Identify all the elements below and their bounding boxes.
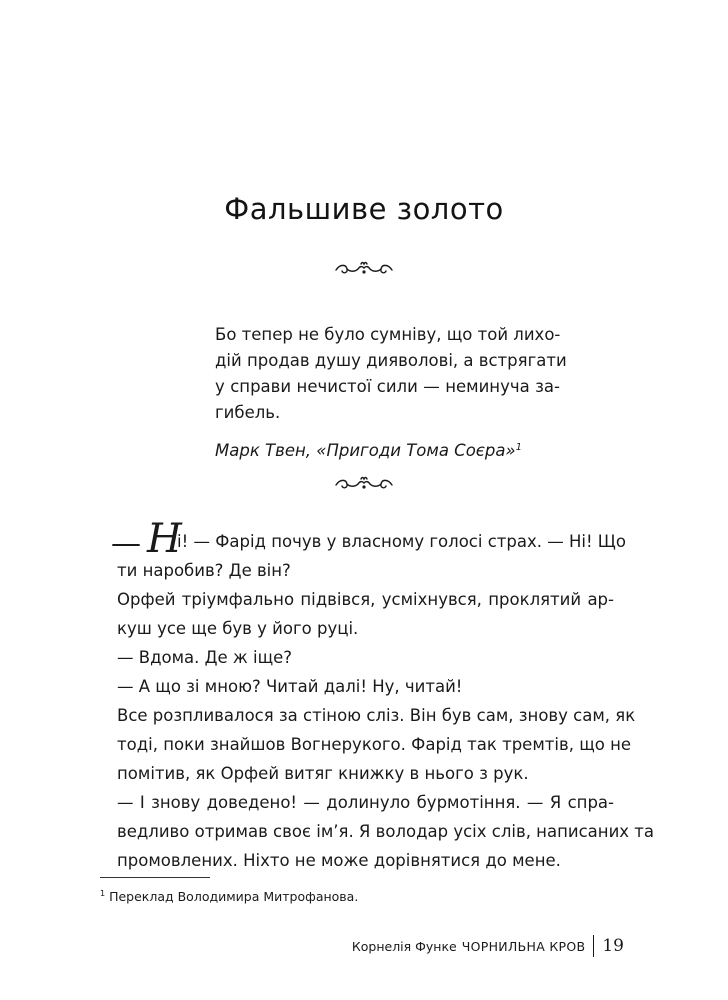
footnote-text: Переклад Володимира Митрофанова. [109, 889, 359, 904]
flourish-ornament-icon [334, 476, 394, 492]
body-line: — І знову доведено! — долинуло бурмотіння. — Я спра- [117, 793, 614, 812]
footer-divider [593, 935, 594, 957]
body-line: — А що зі мною? Читай далі! Ну, читай! [117, 677, 463, 696]
dropcap-dash: — [111, 526, 141, 561]
epigraph [215, 322, 567, 464]
chapter-title: Фальшиве золото [224, 192, 504, 226]
ornament-top [0, 261, 728, 277]
dropcap-letter: Н [147, 516, 182, 562]
epigraph-line: гибель. [215, 403, 281, 422]
footnote-divider [100, 877, 210, 878]
body-line: тоді, поки знайшов Вогнерукого. Фарід так тремтів, що не [117, 735, 632, 754]
body-line: Орфей тріумфально підвівся, усміхнувся, проклятий ар- [117, 590, 614, 609]
flourish-ornament-icon [334, 261, 394, 277]
footnote-marker: 1 [100, 889, 106, 898]
epigraph-line: дій продав душу дияволові, а встрягати [215, 351, 567, 370]
epigraph-attribution-text: Марк Твен, «Пригоди Тома Соєра» [215, 441, 516, 460]
ornament-bottom [0, 476, 728, 492]
footer-book-title: ЧОРНИЛЬНА КРОВ [461, 938, 586, 954]
epigraph-attribution [215, 435, 560, 464]
body-line: куш усе ще був у його руці. [117, 619, 359, 638]
body-line-text: і! — Фарід почув у власному голосі страх. — Ні! Що [177, 532, 626, 551]
epigraph-line: Бо тепер не було сумніву, що той лихо- [215, 325, 561, 344]
body-line: Все розпливалося за стіною сліз. Він був сам, знову сам, як [117, 706, 636, 725]
running-footer [352, 935, 624, 957]
body-line-first [111, 516, 626, 562]
epigraph-line: у справи нечистої сили — неминуча за- [215, 377, 560, 396]
body-line: — Вдома. Де ж іще? [117, 648, 293, 667]
footer-author: Корнелія Функе [351, 938, 457, 954]
body-line: промовлених. Ніхто не може дорівнятися до мене. [117, 851, 561, 870]
body-line: ти наробив? Де він? [117, 561, 291, 580]
body-line: ведливо отримав своє ім’я. Я володар усіх слів, написаних та [117, 822, 655, 841]
footnote-reference[interactable]: 1 [515, 442, 522, 453]
footnote [100, 889, 358, 904]
body-line: помітив, як Орфей витяг книжку в нього з рук. [117, 764, 529, 783]
chapter-body [111, 516, 655, 875]
page-number: 19 [602, 936, 624, 956]
